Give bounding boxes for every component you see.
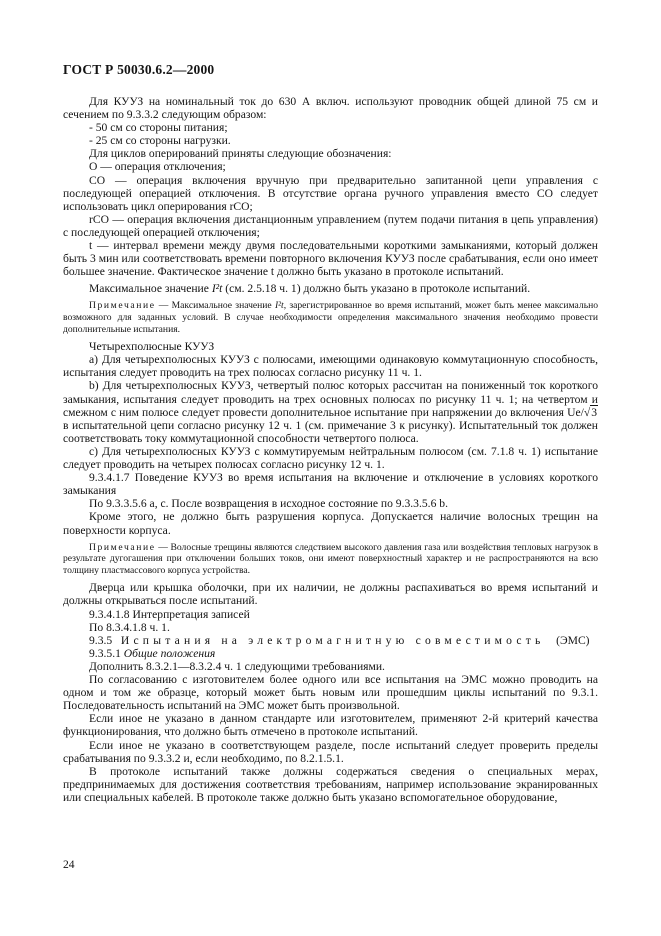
paragraph: По 9.3.3.5.6 а, с. После возвращения в исходное состояние по 9.3.3.5.6 b. bbox=[89, 497, 448, 511]
note-label: Примечание bbox=[89, 300, 156, 312]
paragraph: Кроме этого, не должно быть разрушения корпуса. Допускается наличие волосных трещин на поверхности корпуса. bbox=[63, 510, 598, 537]
list-item: - 50 см со стороны питания; bbox=[89, 121, 228, 135]
section-abbr: (ЭМС) bbox=[556, 633, 590, 647]
paragraph: Дополнить 8.3.2.1—8.3.2.4 ч. 1 следующими требованиями. bbox=[89, 659, 385, 673]
page-body bbox=[63, 95, 598, 804]
paragraph: t — интервал времени между двумя последовательными короткими замыканиями, который должен быть 3 мин или соответствовать времени повторного включения КУУЗ после срабатывания, если оно имеет большее значение. Фактическое значение t должно быть указано в протоколе испытаний. bbox=[63, 239, 598, 279]
paragraph: Дверца или крышка оболочки, при их наличии, не должны распахиваться во время испытаний и должны открываться после испытаний. bbox=[63, 581, 598, 608]
section-heading: 9.3.4.1.7 Поведение КУУЗ во время испытания на включение и отключение в условиях короткого замыкания bbox=[63, 471, 598, 498]
paragraph bbox=[63, 282, 598, 295]
text-run: b) Для четырехполюсных КУУЗ, четвертый полюс которых рассчитан на пониженный ток короткого замыкания, испытания следует проводить на трех основных полюсах по рисунку 11 ч. 1; на четвертом и смежном с ним полюсе следует провести дополнительное испытание при напряжении до включения Ue/ bbox=[63, 379, 598, 419]
list-item: - 25 см со стороны нагрузки. bbox=[89, 134, 231, 148]
paragraph: По согласованию с изготовителем более одного или все испытания на ЭМС можно проводить на одном и том же образце, который может быть новым или прошедшим циклы испытаний по 9.3.1. Последовательность испытаний на ЭМС может быть произвольной. bbox=[63, 673, 598, 713]
sqrt-formula: √3 bbox=[583, 405, 597, 419]
paragraph: Четырехполюсные КУУЗ bbox=[89, 340, 215, 354]
paragraph: с) Для четырехполюсных КУУЗ с коммутируемым нейтральным полюсом (см. 7.1.8 ч. 1) испытание следует проводить на четырех полюсах согласно рисунку 12 ч. 1. bbox=[63, 444, 598, 472]
text-run: (см. 2.5.18 ч. 1) должно быть указано в протоколе испытаний. bbox=[222, 282, 531, 296]
paragraph: rCO — операция включения дистанционным управлением (путем подачи питания в цепь управления) с последующей операцией отключения; bbox=[63, 212, 598, 239]
paragraph: По 8.3.4.1.8 ч. 1. bbox=[89, 620, 170, 634]
section-heading bbox=[63, 634, 598, 647]
section-heading: 9.3.4.1.8 Интерпретация записей bbox=[89, 607, 250, 621]
formula: I²t bbox=[274, 300, 284, 312]
paragraph: СО — операция включения вручную при предварительно запитанной цепи управления с последующей операцией отключения. В отсутствие органа ручного управления вместо СО следует использовать цикл оперирования rCO; bbox=[63, 173, 598, 213]
subsection-heading bbox=[63, 647, 598, 660]
page-number: 24 bbox=[63, 858, 75, 871]
paragraph: а) Для четырехполюсных КУУЗ с полюсами, имеющими одинаковую коммутационную способность, испытания следует проводить на трех полюсах согласно рисунку 11 ч. 1. bbox=[63, 353, 598, 380]
text-run: в испытательной цепи согласно рисунку 12 ч. 1 (см. примечание 3 к рисунку). Испытательный ток должен соответствовать току коммутационной способности четвертого полюса. bbox=[63, 418, 598, 445]
text-run: — Волосные трещины являются следствием высокого давления газа или воздействия тепловых нагрузок в результате дугогашения при отключении больших токов, они имеют поверхностный характер и не распространяются на всю толщину пластмассового корпуса устройства. bbox=[63, 541, 598, 576]
section-title: Общие положения bbox=[123, 646, 216, 660]
text-run: Максимальное значение bbox=[89, 282, 212, 296]
paragraph: О — операция отключения; bbox=[89, 160, 226, 174]
document-header: ГОСТ Р 50030.6.2—2000 bbox=[63, 62, 215, 77]
paragraph: Для циклов оперирований приняты следующие обозначения: bbox=[89, 147, 392, 161]
paragraph: Если иное не указано в соответствующем разделе, после испытаний следует проверить пределы срабатывания по 9.3.3.2 и, если необходимо, по 8.2.1.5.1. bbox=[63, 738, 598, 765]
note bbox=[63, 542, 598, 577]
section-number: 9.3.5.1 bbox=[89, 646, 124, 660]
paragraph: В протоколе испытаний также должны содержаться сведения о специальных мерах, предпринимаемых для достижения соответствия требованиям, например использование экранированных или специальных кабелей. В протоколе также должно быть указано вспомогательное оборудование, bbox=[63, 764, 598, 804]
section-title: Испытания на электромагнитную совместимость bbox=[120, 633, 545, 647]
paragraph bbox=[63, 379, 598, 444]
paragraph: Для КУУЗ на номинальный ток до 630 А включ. используют проводник общей длиной 75 см и сечением по 9.3.3.2 следующим образом: bbox=[63, 95, 598, 122]
note-label: Примечание bbox=[89, 541, 156, 553]
text-run: — Максимальное значение bbox=[155, 300, 275, 312]
note bbox=[63, 300, 598, 335]
paragraph: Если иное не указано в данном стандарте или изготовителем, применяют 2-й критерий качества функционирования, что должно быть отмечено в протоколе испытаний. bbox=[63, 712, 598, 739]
section-number: 9.3.5 bbox=[89, 633, 113, 647]
formula: I²t bbox=[211, 282, 223, 296]
text-run: , зарегистрированное во время испытаний, может быть менее максимально возможного для заданных условий. В случае необходимости определения максимального значения необходимо провести дополнительные испытания. bbox=[63, 300, 598, 335]
sqrt-radicand: 3 bbox=[591, 405, 597, 419]
